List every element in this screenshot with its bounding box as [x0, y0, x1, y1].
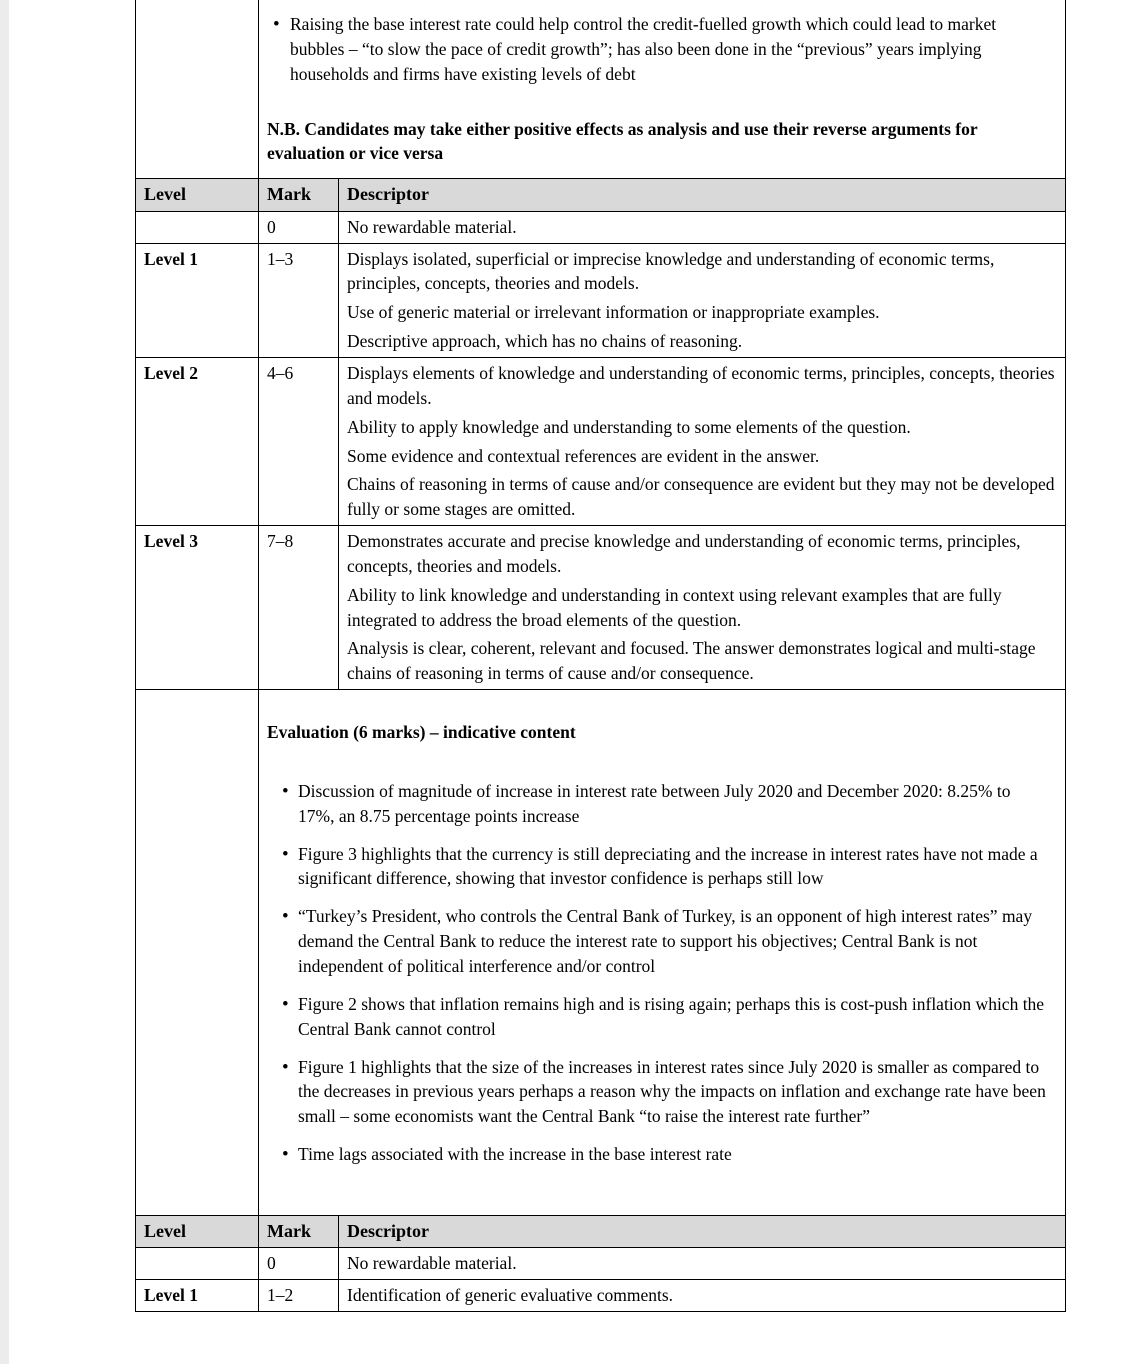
level-cell: Level 1 [136, 1280, 259, 1312]
descriptor-paragraph: Use of generic material or irrelevant information or inappropriate examples. [347, 302, 880, 323]
mark-cell: 4–6 [259, 357, 339, 525]
descriptor-cell [339, 1280, 1066, 1312]
descriptor-paragraph: Displays elements of knowledge and understanding of economic terms, principles, concepts, theories and models. [347, 362, 1055, 408]
mark-scheme-table [135, 0, 1066, 1312]
analysis-indicative-row [136, 0, 1066, 179]
descriptor-paragraph: Some evidence and contextual references are evident in the answer. [347, 445, 820, 466]
table2-header-mark: Mark [259, 1215, 339, 1248]
mark-cell: 0 [259, 1248, 339, 1280]
level-cell-empty [136, 1248, 259, 1280]
evaluation-bullet-list [267, 779, 1051, 1167]
analysis-bullet: • Raising the base interest rate could help control the credit-fuelled growth which could lead to market bubbles – “to slow the pace of credit growth”; has also been done in the “previous” years implying households and firms have existing levels of debt [267, 12, 1051, 87]
analysis-bullet-list [267, 12, 1051, 87]
level-cell-empty [136, 0, 259, 179]
table2-header-row [136, 1215, 1066, 1248]
evaluation-bullet: • Figure 3 highlights that the currency is still depreciating and the increase in interest rates have not made a significant difference, showing that investor confidence is perhaps still low [267, 842, 1051, 892]
table1-row-level2 [136, 357, 1066, 525]
table2-row-0 [136, 1248, 1066, 1280]
descriptor-paragraph: Analysis is clear, coherent, relevant and focused. The answer demonstrates logical and multi-stage chains of reasoning in terms of cause and/or consequence. [347, 638, 1036, 684]
mark-scheme-document [135, 0, 1066, 1312]
evaluation-heading: Evaluation (6 marks) – indicative content [267, 722, 576, 743]
mark-cell: 1–2 [259, 1280, 339, 1312]
level-cell: Level 2 [136, 357, 259, 525]
table1-header-descriptor: Descriptor [339, 179, 1066, 212]
descriptor-cell [339, 211, 1066, 243]
evaluation-bullet: • Figure 1 highlights that the size of the increases in interest rates since July 2020 is smaller as compared to the decreases in previous years perhaps a reason why the impacts on inflation and exchange rate have been small – some economists want the Central Bank “to raise the interest rate further” [267, 1055, 1051, 1130]
descriptor-paragraph: Ability to link knowledge and understanding in context using relevant examples that are fully integrated to address the broad elements of the question. [347, 584, 1002, 630]
table1-header-level: Level [136, 179, 259, 212]
level-cell: Level 1 [136, 243, 259, 357]
level-cell: Level 3 [136, 526, 259, 690]
table1-header-mark: Mark [259, 179, 339, 212]
level-cell-empty [136, 690, 259, 1216]
evaluation-indicative-row [136, 690, 1066, 1216]
descriptor-paragraph: No rewardable material. [347, 216, 517, 237]
level-cell-empty [136, 211, 259, 243]
evaluation-bullet: • Time lags associated with the increase in the base interest rate [267, 1142, 1051, 1167]
descriptor-cell [339, 1248, 1066, 1280]
evaluation-bullet: • “Turkey’s President, who controls the Central Bank of Turkey, is an opponent of high interest rates” may demand the Central Bank to reduce the interest rate to support his objectives; Central Bank is not independent of political interference and/or control [267, 904, 1051, 979]
evaluation-bullet: • Figure 2 shows that inflation remains high and is rising again; perhaps this is cost-push inflation which the Central Bank cannot control [267, 992, 1051, 1042]
analysis-indicative-cell [259, 0, 1066, 179]
nb-note: N.B. Candidates may take either positive effects as analysis and use their reverse arguments for evaluation or vice versa [267, 118, 978, 164]
table2-header-level: Level [136, 1215, 259, 1248]
descriptor-paragraph: Chains of reasoning in terms of cause and/or consequence are evident but they may not be developed fully or some stages are omitted. [347, 474, 1055, 520]
table1-row-0 [136, 211, 1066, 243]
mark-cell: 1–3 [259, 243, 339, 357]
descriptor-paragraph: No rewardable material. [347, 1253, 517, 1274]
table1-row-level1 [136, 243, 1066, 357]
evaluation-indicative-cell [259, 690, 1066, 1216]
table1-header-row [136, 179, 1066, 212]
descriptor-paragraph: Identification of generic evaluative comments. [347, 1285, 674, 1306]
mark-cell: 0 [259, 211, 339, 243]
table2-header-descriptor: Descriptor [339, 1215, 1066, 1248]
descriptor-cell [339, 243, 1066, 357]
page-edge [0, 0, 9, 1364]
descriptor-paragraph: Displays isolated, superficial or imprecise knowledge and understanding of economic terms, principles, concepts, theories and models. [347, 248, 995, 294]
evaluation-bullet: • Discussion of magnitude of increase in interest rate between July 2020 and December 2020: 8.25% to 17%, an 8.75 percentage points increase [267, 779, 1051, 829]
descriptor-paragraph: Demonstrates accurate and precise knowledge and understanding of economic terms, principles, concepts, theories and models. [347, 531, 1021, 576]
descriptor-paragraph: Descriptive approach, which has no chains of reasoning. [347, 331, 743, 352]
descriptor-cell [339, 357, 1066, 525]
descriptor-cell [339, 526, 1066, 690]
table2-row-level1 [136, 1280, 1066, 1312]
mark-cell: 7–8 [259, 526, 339, 690]
table1-row-level3 [136, 526, 1066, 690]
descriptor-paragraph: Ability to apply knowledge and understanding to some elements of the question. [347, 416, 911, 437]
